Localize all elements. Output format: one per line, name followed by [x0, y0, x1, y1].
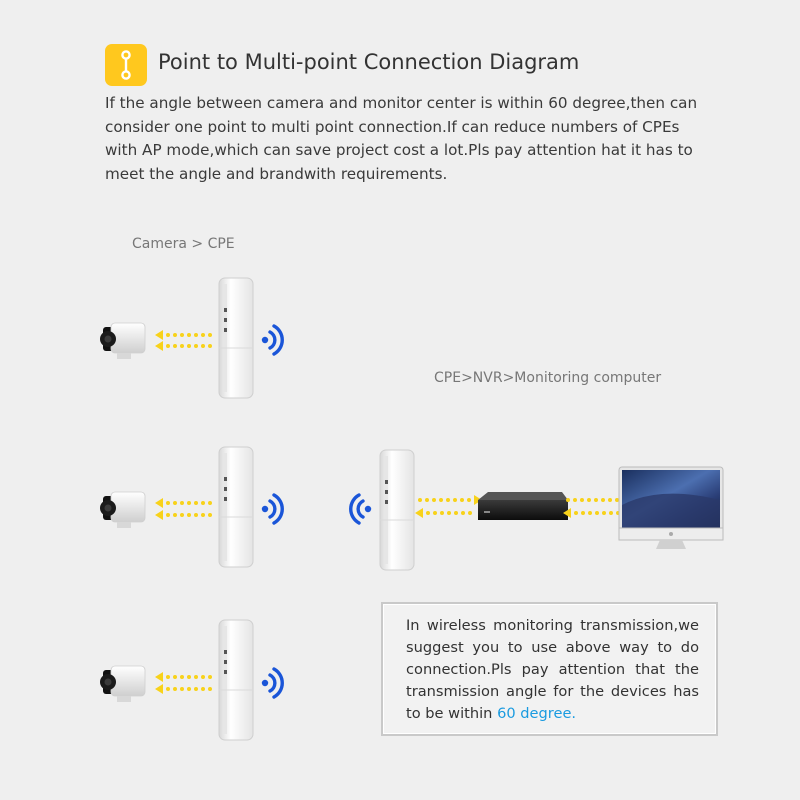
intro-line: meet the angle and brandwith requirements. — [105, 164, 448, 183]
camera-icon — [100, 666, 145, 702]
intro-line: consider one point to multi point connection.If can reduce numbers of CPEs — [105, 117, 680, 136]
wifi-signal-icon — [262, 495, 282, 523]
camera-row-1 — [100, 278, 282, 398]
notice-text — [406, 615, 699, 725]
dotted-arrow-icon — [155, 510, 212, 520]
camera-icon — [100, 492, 145, 528]
cpe-device-icon — [219, 278, 253, 398]
wifi-signal-icon — [262, 669, 282, 697]
cpe-device-icon — [380, 450, 414, 570]
notice-line-last — [406, 703, 699, 725]
camera-side-label: Camera > CPE — [132, 236, 235, 252]
dotted-arrow-icon — [155, 330, 212, 340]
monitor-side-label: CPE>NVR>Monitoring computer — [434, 370, 662, 386]
dotted-arrow-icon — [563, 508, 620, 518]
cpe-device-icon — [219, 447, 253, 567]
monitoring-computer-icon — [619, 467, 723, 549]
notice-line: suggest you to use above way to do — [406, 639, 699, 656]
dotted-arrow-icon — [155, 341, 212, 351]
camera-icon — [100, 323, 145, 359]
notice-line: transmission angle for the devices has — [406, 683, 699, 700]
notice-prefix: to be within — [406, 705, 498, 722]
intro-line: If the angle between camera and monitor center is within 60 degree,then can — [105, 94, 698, 112]
dotted-arrow-icon — [415, 508, 472, 518]
wifi-signal-icon — [262, 326, 282, 354]
wifi-signal-icon — [351, 495, 371, 523]
camera-row-3 — [100, 620, 282, 740]
notice-line: connection.Pls pay attention that the — [406, 661, 699, 678]
angle-highlight: 60 degree. — [497, 705, 577, 722]
cpe-device-icon — [219, 620, 253, 740]
intro-line: with AP mode,which can save project cost a lot.Pls pay attention hat it has to — [105, 141, 693, 159]
camera-row-2 — [100, 447, 282, 567]
dotted-arrow-icon — [155, 684, 212, 694]
receiver-side — [351, 450, 723, 570]
nvr-recorder-icon — [478, 492, 568, 520]
notice-line: In wireless monitoring transmission,we — [406, 617, 699, 634]
page-title: Point to Multi-point Connection Diagram — [158, 50, 580, 74]
dotted-arrow-icon — [418, 495, 482, 505]
dotted-arrow-icon — [155, 498, 212, 508]
dotted-arrow-icon — [155, 672, 212, 682]
